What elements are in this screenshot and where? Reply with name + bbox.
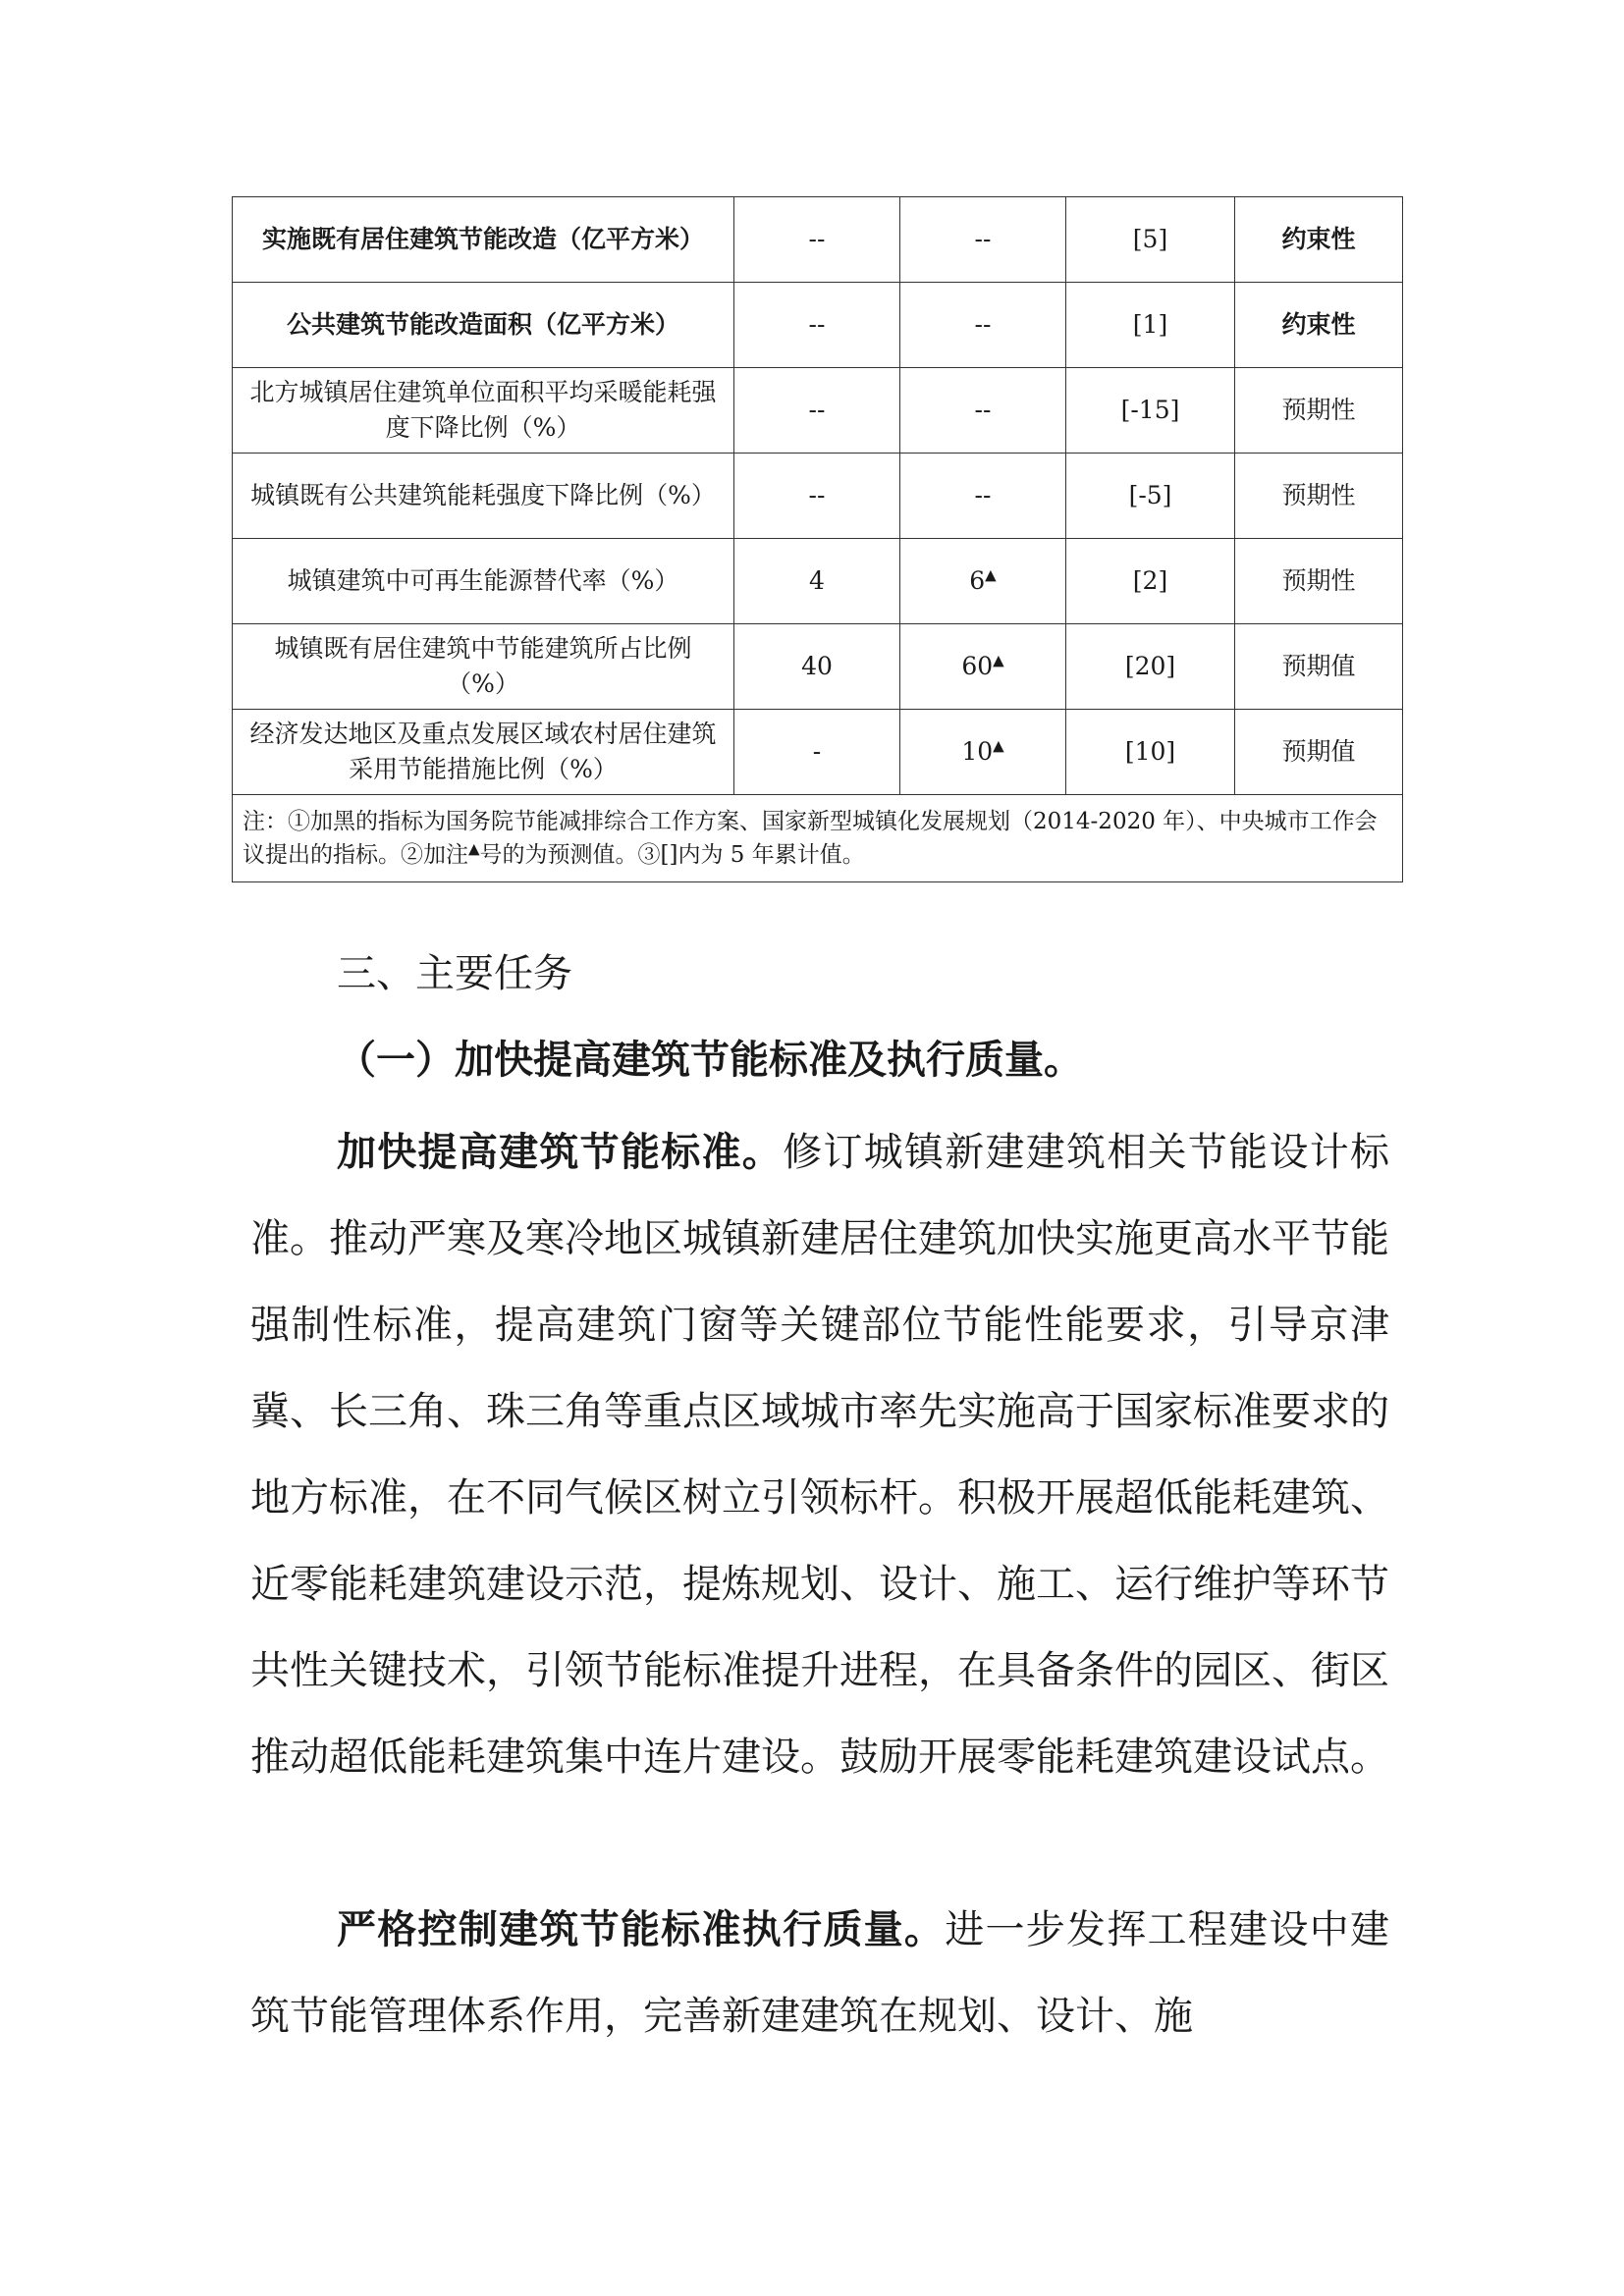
value-base: 4: [734, 539, 900, 624]
value-cumulative: [1]: [1066, 283, 1235, 368]
table-row: [233, 454, 1403, 539]
value-target: 6▲: [900, 539, 1066, 624]
value-cumulative: [10]: [1066, 710, 1235, 795]
sub-heading: （一）加快提高建筑节能标准及执行质量。: [337, 1037, 1083, 1083]
paragraph-quality: [250, 1887, 1389, 2059]
value-cumulative: [20]: [1066, 624, 1235, 710]
value-target: --: [900, 454, 1066, 539]
table-row: [233, 283, 1403, 368]
triangle-icon: ▲: [993, 736, 1004, 755]
indicator-nature: 预期值: [1235, 624, 1403, 710]
indicator-nature: 预期性: [1235, 539, 1403, 624]
paragraph-text: 进一步发挥工程建设中建筑节能管理体系作用，完善新建建筑在规划、设计、施: [250, 1907, 1390, 2039]
paragraph-standards: [250, 1109, 1389, 1800]
paragraph-lead: 加快提高建筑节能标准。: [337, 1129, 784, 1175]
section-heading: 三、主要任务: [337, 951, 572, 996]
value-cumulative: [-5]: [1066, 454, 1235, 539]
value-base: --: [734, 283, 900, 368]
value-base: -: [734, 710, 900, 795]
indicator-name: 北方城镇居住建筑单位面积平均采暖能耗强度下降比例（%）: [233, 368, 734, 454]
value-base: --: [734, 197, 900, 283]
table-row: [233, 624, 1403, 710]
table-note-row: [233, 795, 1403, 882]
table-row: [233, 710, 1403, 795]
triangle-icon: ▲: [985, 565, 997, 584]
indicator-nature: 预期性: [1235, 368, 1403, 454]
triangle-icon: ▲: [993, 651, 1004, 669]
value-target: 10▲: [900, 710, 1066, 795]
value-cumulative: [2]: [1066, 539, 1235, 624]
indicator-nature: 约束性: [1235, 283, 1403, 368]
indicator-nature: 预期值: [1235, 710, 1403, 795]
indicator-nature: 预期性: [1235, 454, 1403, 539]
value-target: --: [900, 283, 1066, 368]
value-base: --: [734, 368, 900, 454]
value-target: 60▲: [900, 624, 1066, 710]
indicator-table: [232, 196, 1403, 882]
indicator-name: 城镇既有公共建筑能耗强度下降比例（%）: [233, 454, 734, 539]
value-cumulative: [5]: [1066, 197, 1235, 283]
triangle-icon: ▲: [468, 839, 480, 858]
paragraph-text: 修订城镇新建建筑相关节能设计标准。推动严寒及寒冷地区城镇新建居住建筑加快实施更高水平节能强制性标准，提高建筑门窗等关键部位节能性能要求，引导京津冀、长三角、珠三角等重点区域城市率先实施高于国家标准要求的地方标准，在不同气候区树立引领标杆。积极开展超低能耗建筑、近零能耗建筑建设示范，提炼规划、设计、施工、运行维护等环节共性关键技术，引领节能标准提升进程，在具备条件的园区、街区推动超低能耗建筑集中连片建设。鼓励开展零能耗建筑建设试点。: [250, 1130, 1390, 1780]
table-row: [233, 539, 1403, 624]
indicator-nature: 约束性: [1235, 197, 1403, 283]
value-target: --: [900, 368, 1066, 454]
value-cumulative: [-15]: [1066, 368, 1235, 454]
indicator-name: 经济发达地区及重点发展区域农村居住建筑采用节能措施比例（%）: [233, 710, 734, 795]
value-target: --: [900, 197, 1066, 283]
indicator-name: 实施既有居住建筑节能改造（亿平方米）: [233, 197, 734, 283]
value-base: --: [734, 454, 900, 539]
table-row: [233, 197, 1403, 283]
indicator-name: 城镇建筑中可再生能源替代率（%）: [233, 539, 734, 624]
paragraph-lead: 严格控制建筑节能标准执行质量。: [337, 1906, 946, 1952]
table-note: 注：①加黑的指标为国务院节能减排综合工作方案、国家新型城镇化发展规划（2014-2020 年）、中央城市工作会议提出的指标。②加注▲号的为预测值。③[]内为 5 年累计值。: [233, 795, 1403, 882]
indicator-name: 城镇既有居住建筑中节能建筑所占比例（%）: [233, 624, 734, 710]
value-base: 40: [734, 624, 900, 710]
table-row: [233, 368, 1403, 454]
indicator-name: 公共建筑节能改造面积（亿平方米）: [233, 283, 734, 368]
